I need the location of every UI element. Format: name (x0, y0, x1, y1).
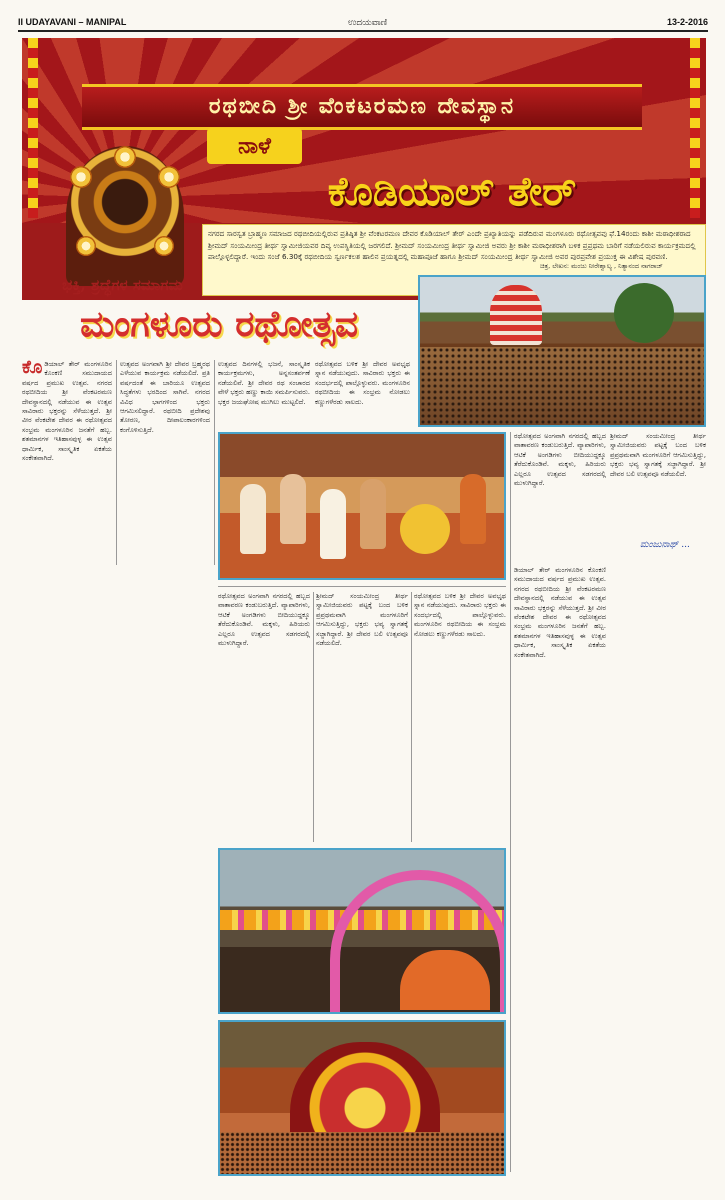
section-label: II UDAYAVANI – MANIPAL (18, 17, 127, 27)
article-subhead: ಭಕ್ತಿ, ಶ್ರದ್ಧೆಗಳ ಸಮಾಗಮ (62, 276, 183, 294)
page-header (18, 14, 708, 28)
article-column-3: ಉತ್ಸವದ ದಿನಗಳಲ್ಲಿ ಭಜನೆ, ಸಾಂಸ್ಕೃತಿಕ ಕಾರ್ಯಕ್ರಮಗಳು, ಅನ್ನಸಂತರ್ಪಣೆ ನಡೆಯಲಿವೆ. ಶ್ರೀ ದೇವರ ರಥ ಸಂಚಾರದ ವೇಳೆ ಭಕ್ತರು ಹಣ್ಣು ಕಾಯಿ ಸಮರ್ಪಿಸುವರು. ಭಕ್ತರ ಜಯಘೋಷ ಮುಗಿಲು ಮುಟ್ಟಲಿದೆ. (218, 360, 310, 406)
banner-headline: ಕೊಡಿಯಾಲ್ ತೇರ್ (327, 168, 577, 215)
article-column-1: ಕೊಡಿಯಾಲ್ ತೇರ್ ಮಂಗಳೂರಿನ ಕೊಂಕಣಿ ಸಮುದಾಯದ ವರ್ಷದ ಪ್ರಮುಖ ಉತ್ಸವ. ನಗರದ ರಥಬೀದಿಯ ಶ್ರೀ ವೆಂಕಟರಮಣ ದೇವಸ್ಥಾನದಲ್ಲಿ ನಡೆಯುವ ಈ ಉತ್ಸವ ಸಾವಿರಾರು ಭಕ್ತರನ್ನು ಸೆಳೆಯುತ್ತದೆ. ಶ್ರೀ ವೀರ ವೆಂಕಟೇಶ ದೇವರ ಈ ರಥೋತ್ಸವದ ಸಂಭ್ರಮ ಮಂಗಳೂರಿನ ಜನತೆಗೆ ಹಬ್ಬ. ಶತಮಾನಗಳ ಇತಿಹಾಸವುಳ್ಳ ಈ ಉತ್ಸವ ಧಾರ್ಮಿಕ, ಸಾಂಸ್ಕೃತಿಕ ಏಕತೆಯ ಸಂಕೇತವಾಗಿದೆ. (22, 360, 112, 463)
left-pole (28, 38, 38, 218)
temple-title-band (82, 84, 642, 130)
masthead-text: ಉದಯವಾಣಿ (348, 17, 388, 27)
tomorrow-tag: ನಾಳೆ (207, 128, 302, 164)
issue-date: 13-2-2016 (666, 17, 708, 27)
header-rule (18, 30, 708, 32)
procession-photo (218, 432, 506, 580)
article-column-10: ಡಿಯಾಲ್ ತೇರ್ ಮಂಗಳೂರಿನ ಕೊಂಕಣಿ ಸಮುದಾಯದ ವರ್ಷದ ಪ್ರಮುಖ ಉತ್ಸವ. ನಗರದ ರಥಬೀದಿಯ ಶ್ರೀ ವೆಂಕಟರಮಣ ದೇವಸ್ಥಾನದಲ್ಲಿ ನಡೆಯುವ ಈ ಉತ್ಸವ ಸಾವಿರಾರು ಭಕ್ತರನ್ನು ಸೆಳೆಯುತ್ತದೆ. ಶ್ರೀ ವೀರ ವೆಂಕಟೇಶ ದೇವರ ಈ ರಥೋತ್ಸವದ ಸಂಭ್ರಮ ಮಂಗಳೂರಿನ ಜನತೆಗೆ ಹಬ್ಬ. ಶತಮಾನಗಳ ಇತಿಹಾಸವುಳ್ಳ ಈ ಉತ್ಸವ ಧಾರ್ಮಿಕ, ಸಾಂಸ್ಕೃತಿಕ ಏಕತೆಯ ಸಂಕೇತವಾಗಿದೆ. (514, 566, 606, 659)
festival-banner (22, 38, 706, 300)
chariot-pull-photo (218, 1020, 506, 1176)
drop-cap: ಕೊ (22, 360, 43, 378)
article-column-4: ರಥೋತ್ಸವದ ಬಳಿಕ ಶ್ರೀ ದೇವರ ಅವಭೃಥ ಸ್ನಾನ ನಡೆಯುವುದು. ಸಾವಿರಾರು ಭಕ್ತರು ಈ ಸಂದರ್ಭದಲ್ಲಿ ಪಾಲ್ಗೊಳ್ಳುವರು. ಮಂಗಳೂರಿನ ರಥಬೀದಿಯ ಈ ಸಂಭ್ರಮ ನೋಡಲು ಕಣ್ಣುಗಳೆರಡು ಸಾಲದು. (315, 360, 410, 406)
article-column-6: ಶ್ರೀಮದ್ ಸಂಯಮೀಂದ್ರ ತೀರ್ಥ ಸ್ವಾಮೀಜಿಯವರು ಪಟ್ಟಕ್ಕೆ ಬಂದ ಬಳಿಕ ಪ್ರಪ್ರಥಮವಾಗಿ ಮಂಗಳೂರಿಗೆ ಆಗಮಿಸುತ್ತಿದ್ದು, ಭಕ್ತರು ಭವ್ಯ ಸ್ವಾಗತಕ್ಕೆ ಸಜ್ಜಾಗಿದ್ದಾರೆ. ಶ್ರೀ ದೇವರ ಬಲಿ ಉತ್ಸವವೂ ನಡೆಯಲಿದೆ. (316, 592, 408, 648)
article-column-5: ರಥೋತ್ಸವದ ಅಂಗವಾಗಿ ನಗರದಲ್ಲಿ ಹಬ್ಬದ ವಾತಾವರಣ ಕಂಡುಬರುತ್ತಿದೆ. ವ್ಯಾಪಾರಿಗಳು, ಆಟಿಕೆ ಅಂಗಡಿಗಳು ಬೀದಿಯುದ್ದಕ್ಕೂ ತೆರೆದುಕೊಂಡಿವೆ. ಮಕ್ಕಳು, ಹಿರಿಯರು ಎಲ್ಲರೂ ಉತ್ಸವದ ಸಡಗರದಲ್ಲಿ ಮುಳುಗಿದ್ದಾರೆ. (218, 592, 310, 648)
article-column-8: ರಥೋತ್ಸವದ ಅಂಗವಾಗಿ ನಗರದಲ್ಲಿ ಹಬ್ಬದ ವಾತಾವರಣ ಕಂಡುಬರುತ್ತಿದೆ. ವ್ಯಾಪಾರಿಗಳು, ಆಟಿಕೆ ಅಂಗಡಿಗಳು ಬೀದಿಯುದ್ದಕ್ಕೂ ತೆರೆದುಕೊಂಡಿವೆ. ಮಕ್ಕಳು, ಹಿರಿಯರು ಎಲ್ಲರೂ ಉತ್ಸವದ ಸಡಗರದಲ್ಲಿ ಮುಳುಗಿದ್ದಾರೆ. (514, 432, 606, 488)
author-signature: ಮಂಜುನಾಥ್ ... (640, 540, 690, 550)
photo-credit: ಚಿತ್ರ, ಲೇಖನ: ಮಂಜು ನೀರೇಶ್ವಾಲ್ಯ , ನಿತ್ಯಾನಂದ ನಾಗರಾಜ್ (540, 262, 663, 270)
article-column-2: ಉತ್ಸವದ ಅಂಗವಾಗಿ ಶ್ರೀ ದೇವರ ಬ್ರಹ್ಮರಥ ಎಳೆಯುವ ಕಾರ್ಯಕ್ರಮ ನಡೆಯಲಿದೆ. ಪ್ರತಿ ವರ್ಷದಂತೆ ಈ ಬಾರಿಯೂ ಉತ್ಸವದ ಸಿದ್ಧತೆಗಳು ಭರದಿಂದ ಸಾಗಿವೆ. ನಗರದ ವಿವಿಧ ಭಾಗಗಳಿಂದ ಭಕ್ತರು ಆಗಮಿಸಲಿದ್ದಾರೆ. ರಥಬೀದಿ ಪ್ರದೇಶವು ತೋರಣ, ದೀಪಾಲಂಕಾರಗಳಿಂದ ಕಂಗೊಳಿಸುತ್ತಿದೆ. (120, 360, 210, 434)
deity-image (66, 146, 184, 286)
chariot-arch-photo (218, 848, 506, 1014)
crowd-photo (418, 275, 706, 427)
article-headline: ಮಂಗಳೂರು ರಥೋತ್ಸವ (80, 303, 358, 345)
temple-title: ರಥಬೀದಿ ಶ್ರೀ ವೆಂಕಟರಮಣ ದೇವಸ್ಥಾನ (208, 93, 516, 119)
intro-paragraph: ನಗರದ ಸಾರಸ್ವತ ಬ್ರಾಹ್ಮಣ ಸಮಾಜದ ರಥಬೀದಿಯಲ್ಲಿರುವ ಪ್ರತಿಷ್ಠಿತ ಶ್ರೀ ವೆಂಕಟರಮಣ ದೇವರ ಕೊಡಿಯಾಲ್ ತೇರ್ ಎಂದೇ ಪ್ರಖ್ಯಾತಿಯನ್ನು ಪಡೆದಿರುವ ಮಂಗಳೂರು ರಥೋತ್ಸವವು ಫೆ.14ರಂದು ಕಾಶೀ ಮಠಾಧೀಶರಾದ ಶ್ರೀಮದ್ ಸಂಯಮೀಂದ್ರ ತೀರ್ಥ ಸ್ವಾಮೀಜಿಯವರ ದಿವ್ಯ ಉಪಸ್ಥಿತಿಯಲ್ಲಿ ಜರಗಲಿದೆ. ಶ್ರೀಮದ್ ಸಂಯಮೀಂದ್ರ ತೀರ್ಥ ಸ್ವಾಮೀಜಿ ಅವರು ಶ್ರೀ ಕಾಶೀ ಮಠಾಧೀಶರಾಗಿ ಬಳಿಕ ಪ್ರಪ್ರಥಮ ಬಾರಿಗೆ ನಡೆಯಲಿರುವ ಕಾರ್ಯಕ್ರಮದಲ್ಲಿ ಪಾಲ್ಗೊಳ್ಳಲಿದ್ದಾರೆ. ಇಂದು ಸಂಜೆ 6.30ಕ್ಕೆ ರಥಬೀದಿಯ ಸ್ವರ್ಣಕಲಶ ಹಾಲಿನ ಪ್ರಯತ್ನದಲ್ಲಿ ಮಹಾಪೂಜೆ ಹಾಗೂ ಶ್ರೀಮದ್ ಸಂಯಮೀಂದ್ರ ತೀರ್ಥ ಸ್ವಾಮೀಜಿ ಅವರ ಪುರಪ್ರವೇಶ ಪ್ರಯುಕ್ತ ಈ ವಿಶೇಷ ಪುರವಣಿ. (202, 224, 706, 296)
article-column-9: ಶ್ರೀಮದ್ ಸಂಯಮೀಂದ್ರ ತೀರ್ಥ ಸ್ವಾಮೀಜಿಯವರು ಪಟ್ಟಕ್ಕೆ ಬಂದ ಬಳಿಕ ಪ್ರಪ್ರಥಮವಾಗಿ ಮಂಗಳೂರಿಗೆ ಆಗಮಿಸುತ್ತಿದ್ದು, ಭಕ್ತರು ಭವ್ಯ ಸ್ವಾಗತಕ್ಕೆ ಸಜ್ಜಾಗಿದ್ದಾರೆ. ಶ್ರೀ ದೇವರ ಬಲಿ ಉತ್ಸವವೂ ನಡೆಯಲಿದೆ. (610, 432, 706, 478)
article-column-7: ರಥೋತ್ಸವದ ಬಳಿಕ ಶ್ರೀ ದೇವರ ಅವಭೃಥ ಸ್ನಾನ ನಡೆಯುವುದು. ಸಾವಿರಾರು ಭಕ್ತರು ಈ ಸಂದರ್ಭದಲ್ಲಿ ಪಾಲ್ಗೊಳ್ಳುವರು. ಮಂಗಳೂರಿನ ರಥಬೀದಿಯ ಈ ಸಂಭ್ರಮ ನೋಡಲು ಕಣ್ಣುಗಳೆರಡು ಸಾಲದು. (414, 592, 506, 638)
